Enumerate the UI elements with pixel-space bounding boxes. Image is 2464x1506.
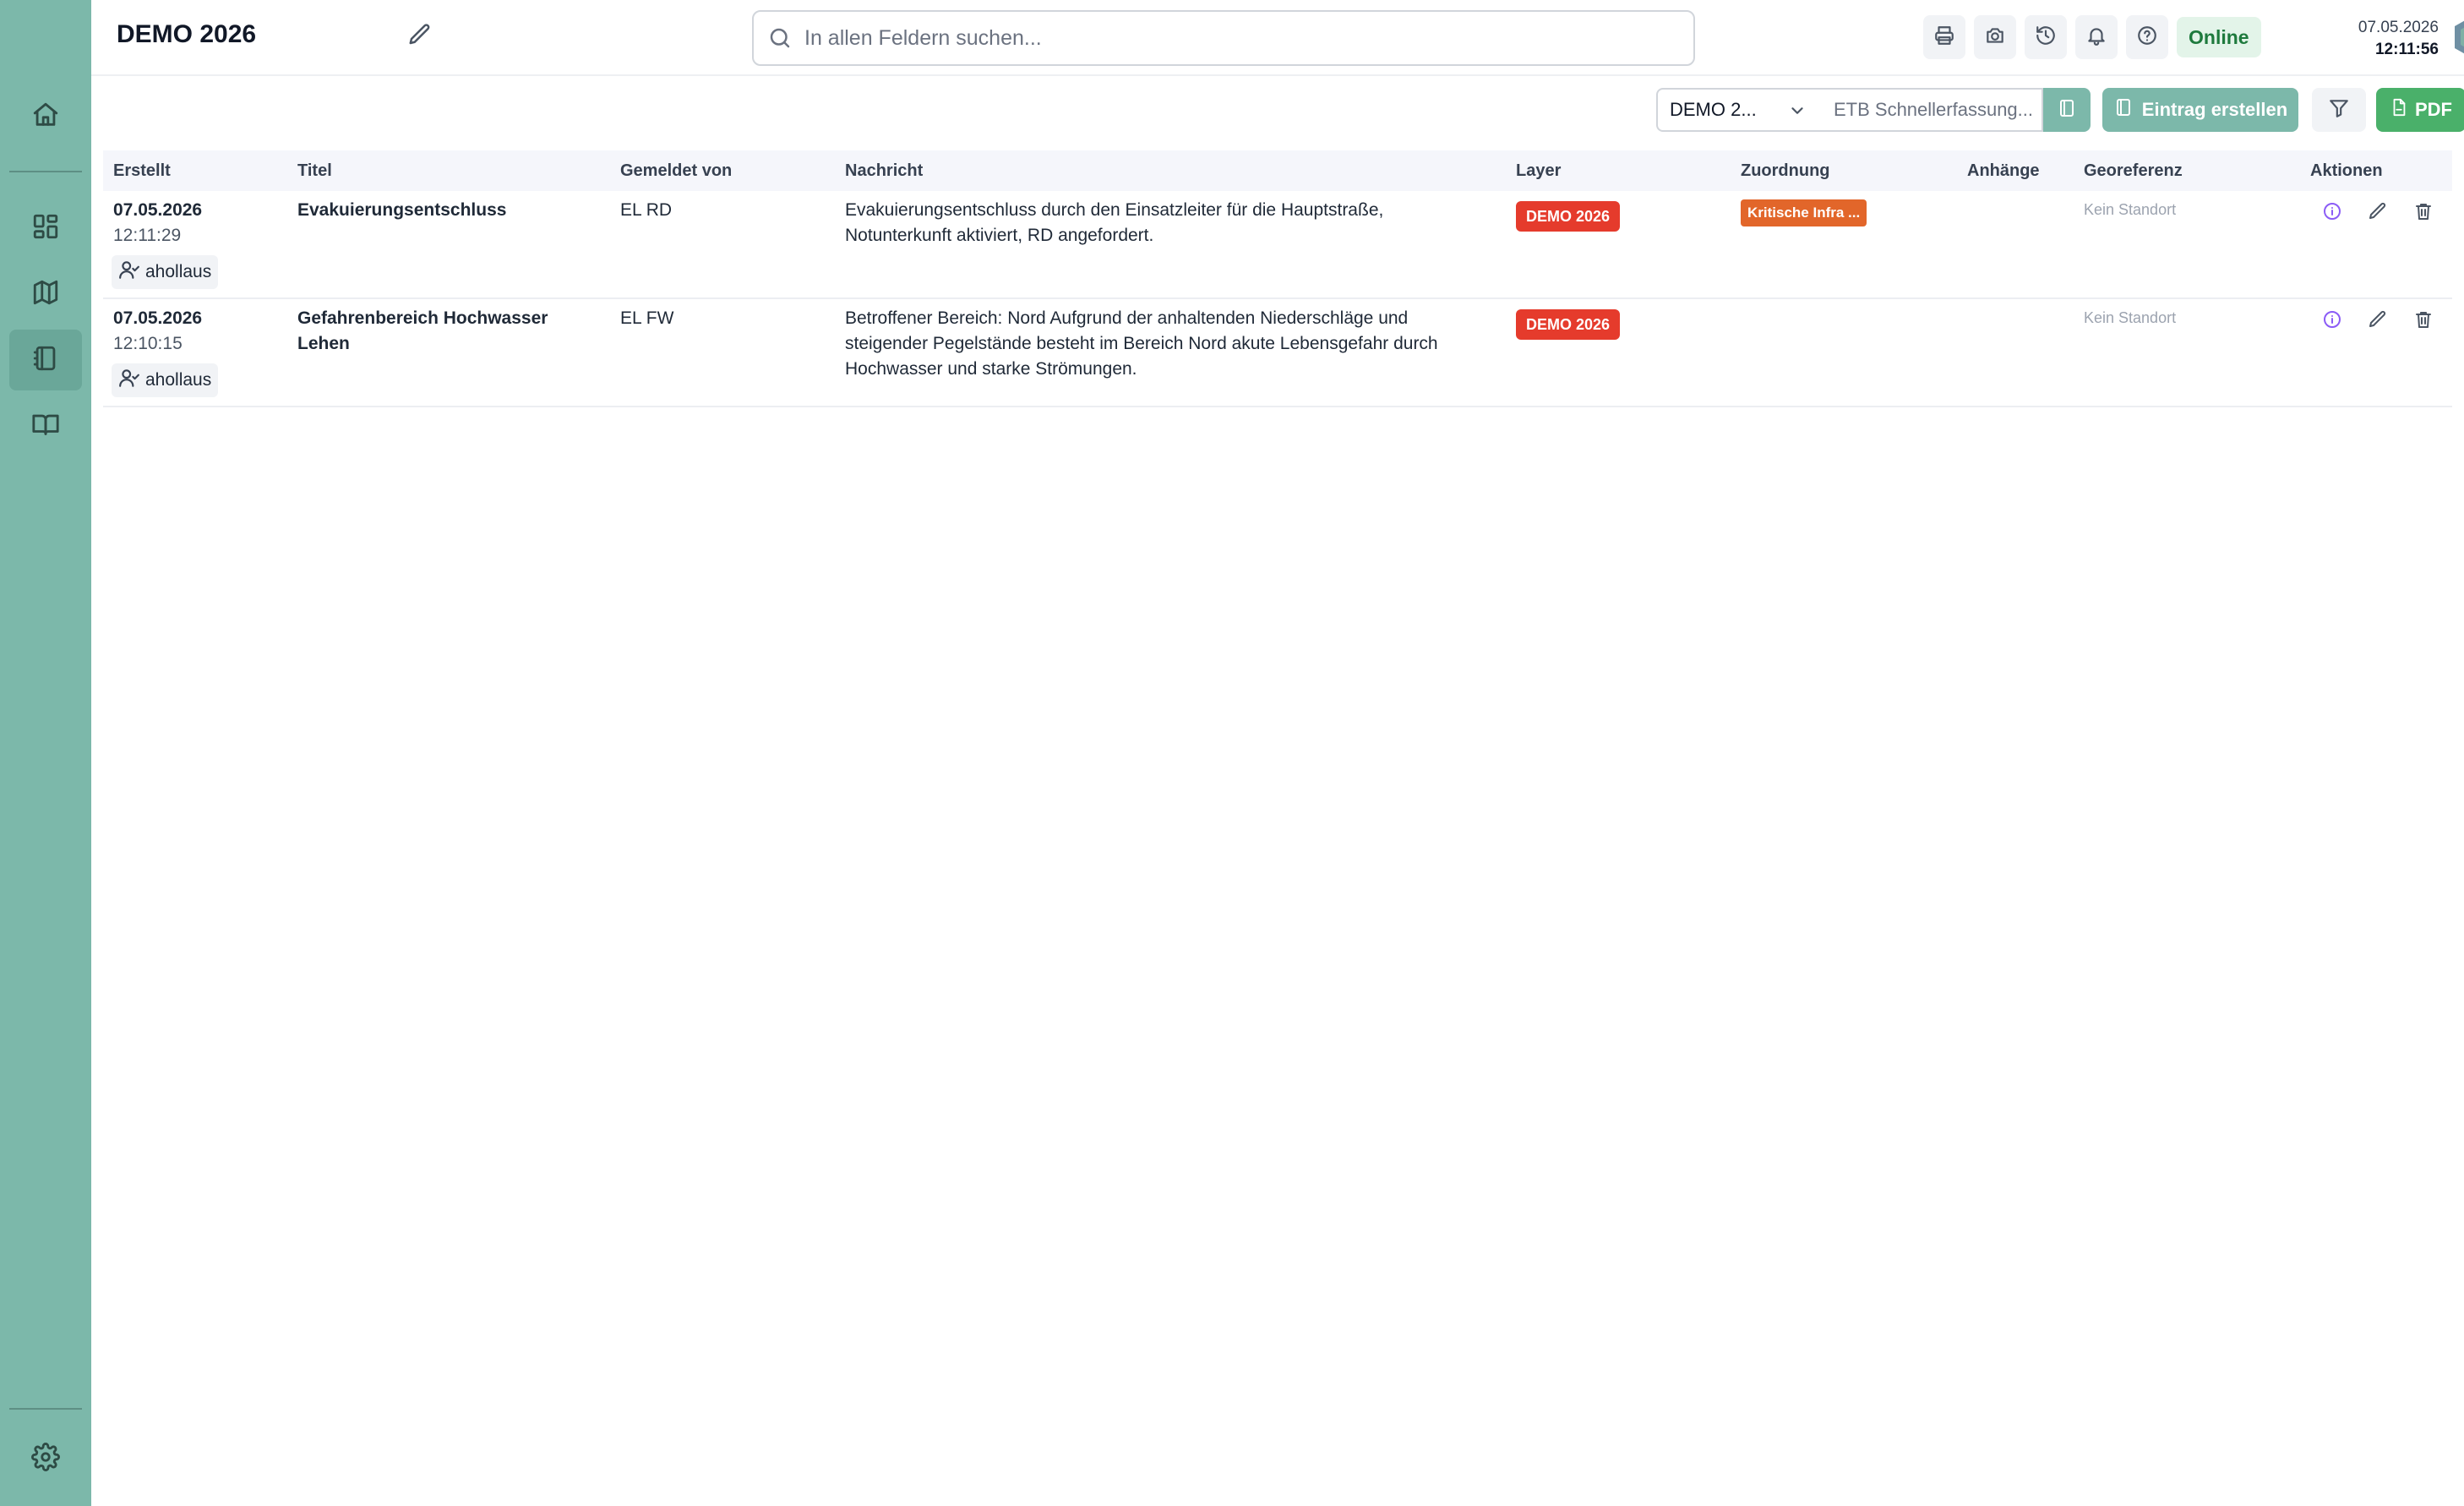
- file-pdf-icon: [2390, 98, 2408, 122]
- notebook-icon: [2057, 98, 2077, 123]
- sidebar-item-journal[interactable]: [9, 330, 82, 390]
- info-button[interactable]: [2319, 199, 2346, 226]
- pencil-icon: [2368, 309, 2388, 334]
- user-chip-label: ahollaus: [145, 370, 212, 390]
- filter-icon: [2328, 97, 2350, 123]
- pencil-icon: [407, 36, 433, 51]
- entry-title: Evakuierungsentschluss: [297, 200, 507, 220]
- print-button[interactable]: [1923, 15, 1965, 59]
- quick-entry-input[interactable]: [1820, 88, 2043, 132]
- search-icon: [767, 25, 793, 51]
- info-button[interactable]: [2319, 308, 2346, 335]
- top-header: [91, 0, 2464, 76]
- edit-title-button[interactable]: [407, 22, 436, 51]
- help-button[interactable]: [2126, 15, 2168, 59]
- quick-entry-submit-button[interactable]: [2043, 88, 2091, 132]
- sidebar-item-settings[interactable]: [9, 1428, 82, 1489]
- notifications-button[interactable]: [2075, 15, 2118, 59]
- create-entry-button[interactable]: [2102, 88, 2298, 132]
- pencil-icon: [2368, 201, 2388, 226]
- created-time: 12:10:15: [113, 334, 183, 353]
- page-title: DEMO 2026: [117, 20, 257, 48]
- journal-table: [103, 150, 2452, 407]
- column-header-reported-by[interactable]: Gemeldet von: [620, 161, 733, 180]
- sidebar-item-dashboard[interactable]: [9, 198, 82, 259]
- layer-badge[interactable]: DEMO 2026: [1516, 309, 1620, 340]
- user-chip[interactable]: [112, 363, 218, 397]
- layer-select-value: DEMO 2...: [1670, 99, 1757, 120]
- user-chip[interactable]: [112, 255, 218, 289]
- edit-entry-button[interactable]: [2364, 199, 2391, 226]
- clock: [2354, 17, 2439, 61]
- table-header: [103, 150, 2452, 191]
- sidebar-item-map[interactable]: [9, 264, 82, 325]
- assignment-badge[interactable]: Kritische Infra ...: [1741, 199, 1867, 226]
- trash-icon: [2413, 309, 2434, 334]
- trash-icon: [2413, 201, 2434, 226]
- column-header-assignment[interactable]: Zuordnung: [1741, 161, 1830, 180]
- sidebar-divider-bottom: [9, 1408, 82, 1410]
- search-input[interactable]: [804, 26, 1649, 51]
- layer-badge[interactable]: DEMO 2026: [1516, 201, 1620, 232]
- map-icon: [31, 278, 60, 311]
- reported-by: EL FW: [620, 308, 674, 328]
- journal-toolbar: [91, 76, 2464, 149]
- sidebar-item-home[interactable]: [9, 86, 82, 147]
- clock-date: 07.05.2026: [2358, 19, 2439, 36]
- bell-icon: [2085, 25, 2107, 51]
- created-time: 12:11:29: [113, 226, 182, 245]
- info-icon: [2322, 309, 2342, 334]
- home-icon: [31, 101, 60, 134]
- history-icon: [2035, 25, 2057, 51]
- user-chip-label: ahollaus: [145, 262, 212, 281]
- column-header-title[interactable]: Titel: [297, 161, 332, 180]
- delete-entry-button[interactable]: [2410, 308, 2437, 335]
- column-header-actions: Aktionen: [2310, 161, 2383, 180]
- create-entry-label: Eintrag erstellen: [2141, 99, 2288, 120]
- layer-select[interactable]: [1656, 88, 1822, 132]
- column-header-message[interactable]: Nachricht: [845, 161, 924, 180]
- column-header-layer[interactable]: Layer: [1516, 161, 1562, 180]
- camera-icon: [1984, 25, 2006, 51]
- avatar[interactable]: [2450, 14, 2464, 61]
- notebook-icon: [31, 344, 60, 377]
- entry-message: Evakuierungsentschluss durch den Einsatzleiter für die Hauptstraße, Notunterkunft aktiviert, RD angefordert.: [845, 200, 1384, 245]
- user-check-icon: [118, 259, 140, 286]
- sidebar-item-book[interactable]: [9, 396, 82, 456]
- user-check-icon: [118, 367, 140, 394]
- printer-icon: [1933, 25, 1955, 51]
- georeference-value: Kein Standort: [2084, 201, 2177, 218]
- book-open-icon: [31, 410, 60, 443]
- clock-time: 12:11:56: [2374, 41, 2439, 58]
- reported-by: EL RD: [620, 200, 673, 220]
- snapshot-button[interactable]: [1974, 15, 2016, 59]
- gear-icon: [31, 1443, 60, 1476]
- pdf-export-button[interactable]: [2376, 88, 2464, 132]
- column-header-attachments[interactable]: Anhänge: [1967, 161, 2040, 180]
- entry-title: Gefahrenbereich Hochwasser Lehen: [297, 308, 548, 353]
- edit-entry-button[interactable]: [2364, 308, 2391, 335]
- delete-entry-button[interactable]: [2410, 199, 2437, 226]
- column-header-georeference[interactable]: Georeferenz: [2084, 161, 2183, 180]
- history-button[interactable]: [2025, 15, 2067, 59]
- column-header-created[interactable]: Erstellt: [113, 161, 171, 180]
- filter-button[interactable]: [2312, 88, 2366, 132]
- entry-message: Betroffener Bereich: Nord Aufgrund der anhaltenden Niederschläge und steigender Pegelstände besteht im Bereich Nord akute Lebensgefahr durch Hochwasser und starke Strömungen.: [845, 308, 1438, 379]
- info-icon: [2322, 201, 2342, 226]
- dashboard-icon: [31, 212, 60, 245]
- help-circle-icon: [2136, 25, 2158, 51]
- chevron-down-icon: [1788, 101, 1807, 120]
- pdf-export-label: PDF: [2415, 99, 2452, 120]
- created-date: 07.05.2026: [113, 308, 203, 328]
- global-search: [752, 10, 1695, 66]
- notebook-icon: [2113, 97, 2134, 123]
- sidebar-divider: [9, 171, 82, 172]
- connection-status-badge: Online: [2177, 17, 2261, 57]
- created-date: 07.05.2026: [113, 200, 203, 220]
- sidebar: [0, 0, 91, 1506]
- table-row[interactable]: [103, 299, 2452, 407]
- table-row[interactable]: [103, 191, 2452, 299]
- georeference-value: Kein Standort: [2084, 309, 2177, 326]
